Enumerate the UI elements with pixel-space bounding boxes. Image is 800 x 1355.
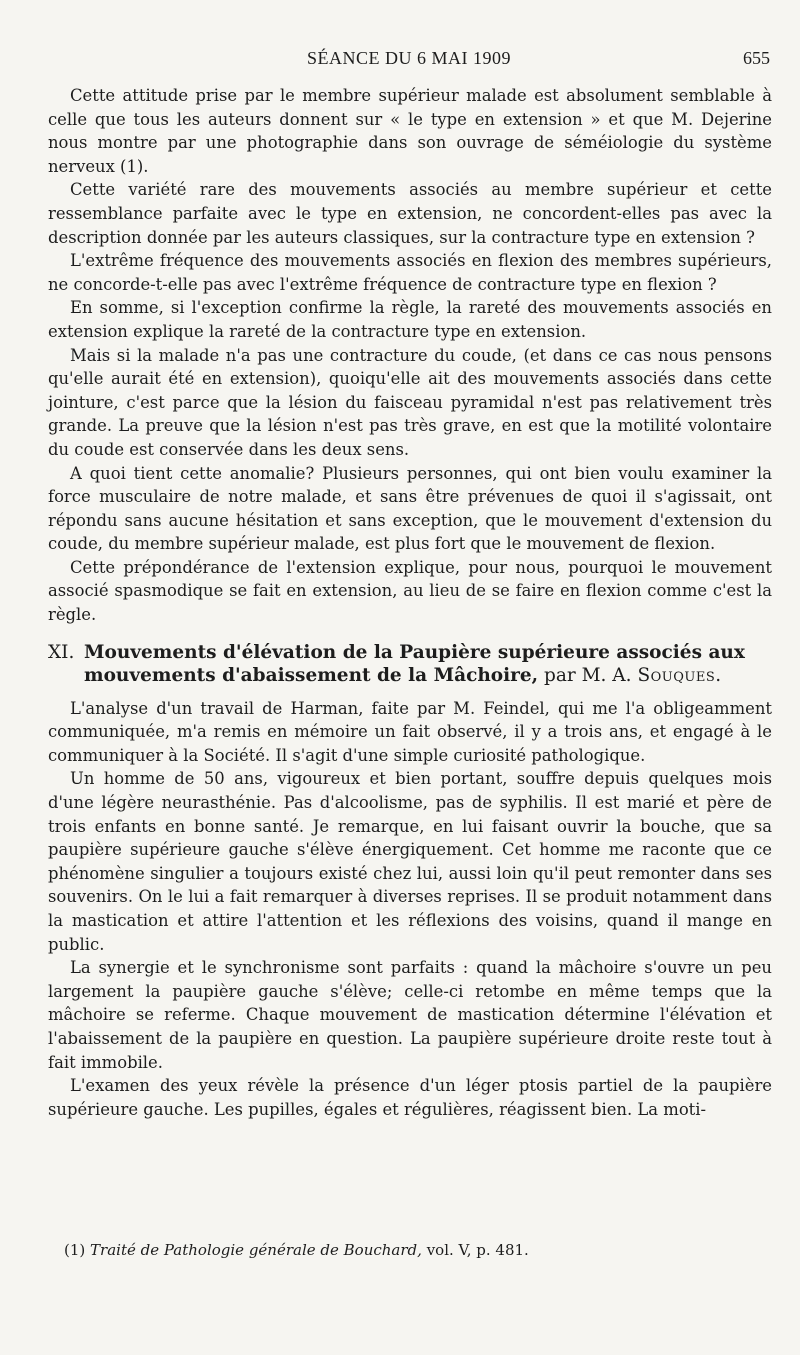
author-prefix: par M. A.: [544, 664, 632, 686]
footnote-reference: vol. V, p. 481.: [426, 1241, 529, 1259]
body-text: [48, 84, 772, 1121]
paragraph: Cette prépondérance de l'extension explique, pour nous, pourquoi le mouvement associé spasmodique se fait en extension, au lieu de se faire en flexion comme c'est la règle.: [48, 557, 772, 625]
paragraph: L'analyse d'un travail de Harman, faite par M. Feindel, qui me l'a obligeamment communiquée, m'a remis en mémoire un fait observé, il y a trois ans, et engagé à le communiquer à la Société. Il s'agit d'une simple curiosité pathologique.: [48, 698, 772, 765]
section-number: XI.: [48, 641, 75, 663]
page-header: [48, 46, 770, 72]
footnote-marker: (1): [64, 1241, 86, 1259]
section-heading: [48, 641, 772, 687]
paragraph: En somme, si l'exception confirme la règle, la rareté des mouvements associés en extension explique la rareté de la contracture type en extension.: [48, 298, 772, 341]
footnote: [64, 1240, 764, 1260]
paragraph: L'extrême fréquence des mouvements associés en flexion des membres supérieurs, ne concorde-t-elle pas avec l'extrême fréquence de contracture type en flexion ?: [48, 251, 772, 294]
page-number: 655: [743, 48, 770, 68]
section-author: Souques.: [637, 664, 722, 686]
paragraph: Un homme de 50 ans, vigoureux et bien portant, souffre depuis quelques mois d'une légère neurasthénie. Pas d'alcoolisme, pas de syphilis. Il est marié et père de trois enfants en bonne santé. Je remarque, en lui faisant ouvrir la bouche, que sa paupière supérieure gauche s'élève énergiquement. Cet homme me raconte que ce phénomène singulier a toujours existé chez lui, aussi loin qu'il peut remonter dans ses souvenirs. On le lui a fait remarquer à diverses reprises. Il se produit notamment dans la mastication et attire l'attention et les réflexions des voisins, quand il mange en public.: [48, 769, 772, 954]
footnote-title: Traité de Pathologie générale de Bouchard,: [90, 1241, 422, 1259]
paragraph: Cette attitude prise par le membre supérieur malade est absolument semblable à celle que tous les auteurs donnent sur « le type en extension » et que M. Dejerine nous montre par une photographie dans son ouvrage de séméiologie du système nerveux (1).: [48, 86, 772, 176]
section-title: Mouvements d'élévation de la Paupière supérieure associés aux mouvements d'abaissement de la Mâchoire,: [84, 641, 745, 686]
paragraph: Cette variété rare des mouvements associés au membre supérieur et cette ressemblance parfaite avec le type en extension, ne concordent-elles pas avec la description donnée par les auteurs classiques, sur la contracture type en extension ?: [48, 180, 772, 247]
running-title: SÉANCE DU 6 MAI 1909: [306, 48, 511, 68]
paragraph: L'examen des yeux révèle la présence d'un léger ptosis partiel de la paupière supérieure gauche. Les pupilles, égales et régulières, réagissent bien. La moti-: [48, 1076, 772, 1119]
paragraph: Mais si la malade n'a pas une contracture du coude, (et dans ce cas nous pensons qu'elle aurait été en extension), quoiqu'elle ait des mouvements associés dans cette jointure, c'est parce que la lésion du faisceau pyramidal n'est pas relativement très grande. La preuve que la lésion n'est pas très grave, en est que la motilité volontaire du coude est conservée dans les deux sens.: [48, 345, 772, 459]
paragraph: A quoi tient cette anomalie? Plusieurs personnes, qui ont bien voulu examiner la force musculaire de notre malade, et sans être prévenues de quoi il s'agissait, ont répondu sans aucune hésitation et sans exception, que le mouvement d'extension du coude, du membre supérieur malade, est plus fort que le mouvement de flexion.: [48, 463, 772, 554]
paragraph: La synergie et le synchronisme sont parfaits : quand la mâchoire s'ouvre un peu largement la paupière gauche s'élève; celle-ci retombe en même temps que la mâchoire se referme. Chaque mouvement de mastication détermine l'élévation et l'abaissement de la paupière en question. La paupière supérieure droite reste tout à fait immobile.: [48, 958, 772, 1072]
